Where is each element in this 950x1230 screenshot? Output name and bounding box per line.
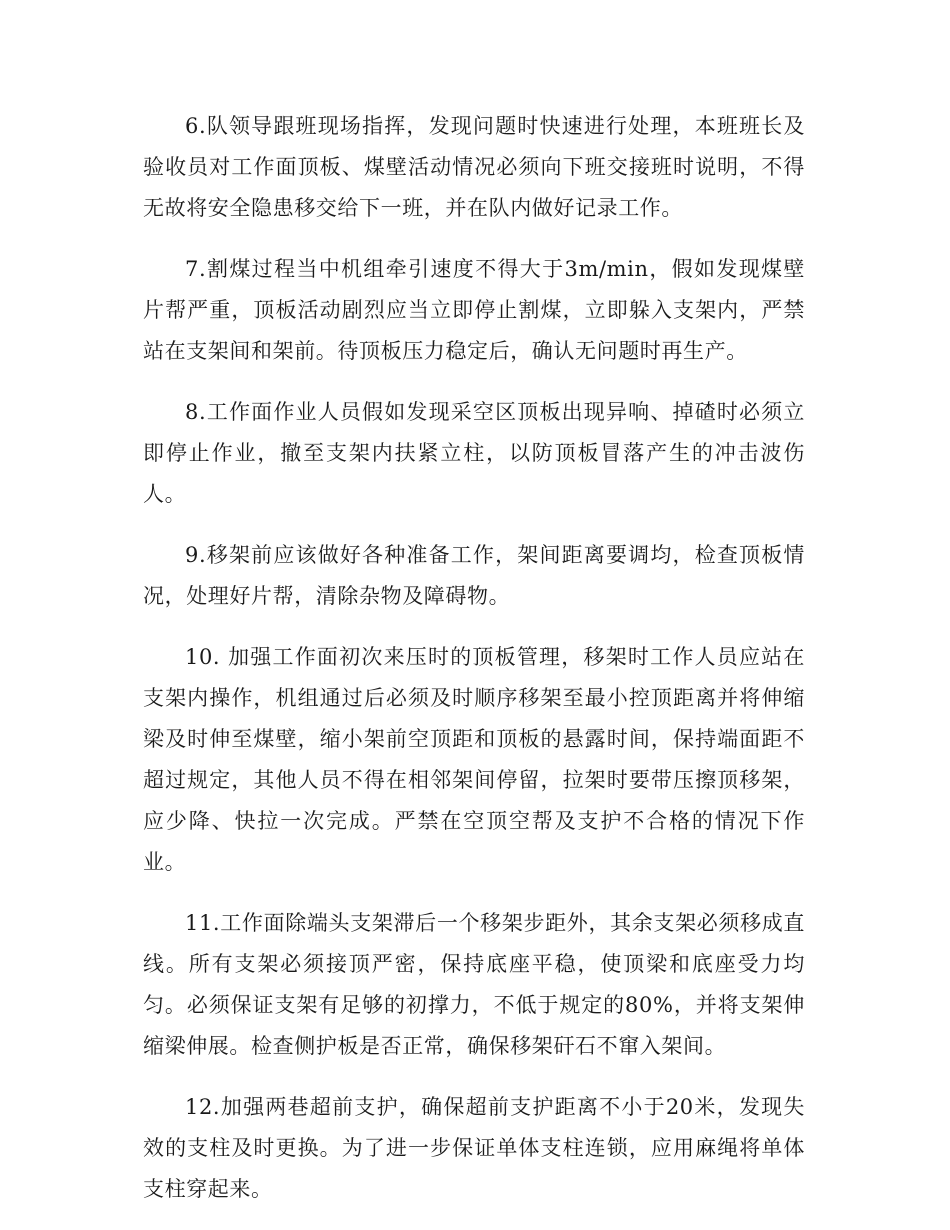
paragraph-11: 11.工作面除端头支架滞后一个移架步距外，其余支架必须移成直线。所有支架必须接顶严密，保持底座平稳，使顶梁和底座受力均匀。必须保证支架有足够的初撑力，不低于规定的80%，并将支架伸缩梁伸展。检查侧护板是否正常，确保移架矸石不窜入架间。	[143, 911, 805, 1058]
paragraph-9: 9.移架前应该做好各种准备工作，架间距离要调均，检查顶板情况，处理好片帮，清除杂物及障碍物。	[143, 543, 805, 608]
paragraph-8: 8.工作面作业人员假如发现采空区顶板出现异响、掉碴时必须立即停止作业，撤至支架内扶紧立柱，以防顶板冒落产生的冲击波伤人。	[143, 400, 805, 506]
paragraph-10: 10. 加强工作面初次来压时的顶板管理，移架时工作人员应站在支架内操作，机组通过后必须及时顺序移架至最小控顶距离并将伸缩梁及时伸至煤壁，缩小架前空顶距和顶板的悬露时间，保持端面距不超过规定，其他人员不得在相邻架间停留，拉架时要带压擦顶移架，应少降、快拉一次完成。严禁在空顶空帮及支护不合格的情况下作业。	[143, 645, 805, 874]
document-body	[143, 106, 805, 1230]
paragraph-12: 12.加强两巷超前支护，确保超前支护距离不小于20米，发现失效的支柱及时更换。为了进一步保证单体支柱连锁，应用麻绳将单体支柱穿起来。	[143, 1095, 805, 1201]
paragraph-6: 6.队领导跟班现场指挥，发现问题时快速进行处理，本班班长及验收员对工作面顶板、煤壁活动情况必须向下班交接班时说明，不得无故将安全隐患移交给下一班，并在队内做好记录工作。	[143, 114, 805, 220]
paragraph-7: 7.割煤过程当中机组牵引速度不得大于3m/min，假如发现煤壁片帮严重，顶板活动剧烈应当立即停止割煤，立即躲入支架内，严禁站在支架间和架前。待顶板压力稳定后，确认无问题时再生产。	[143, 257, 805, 363]
